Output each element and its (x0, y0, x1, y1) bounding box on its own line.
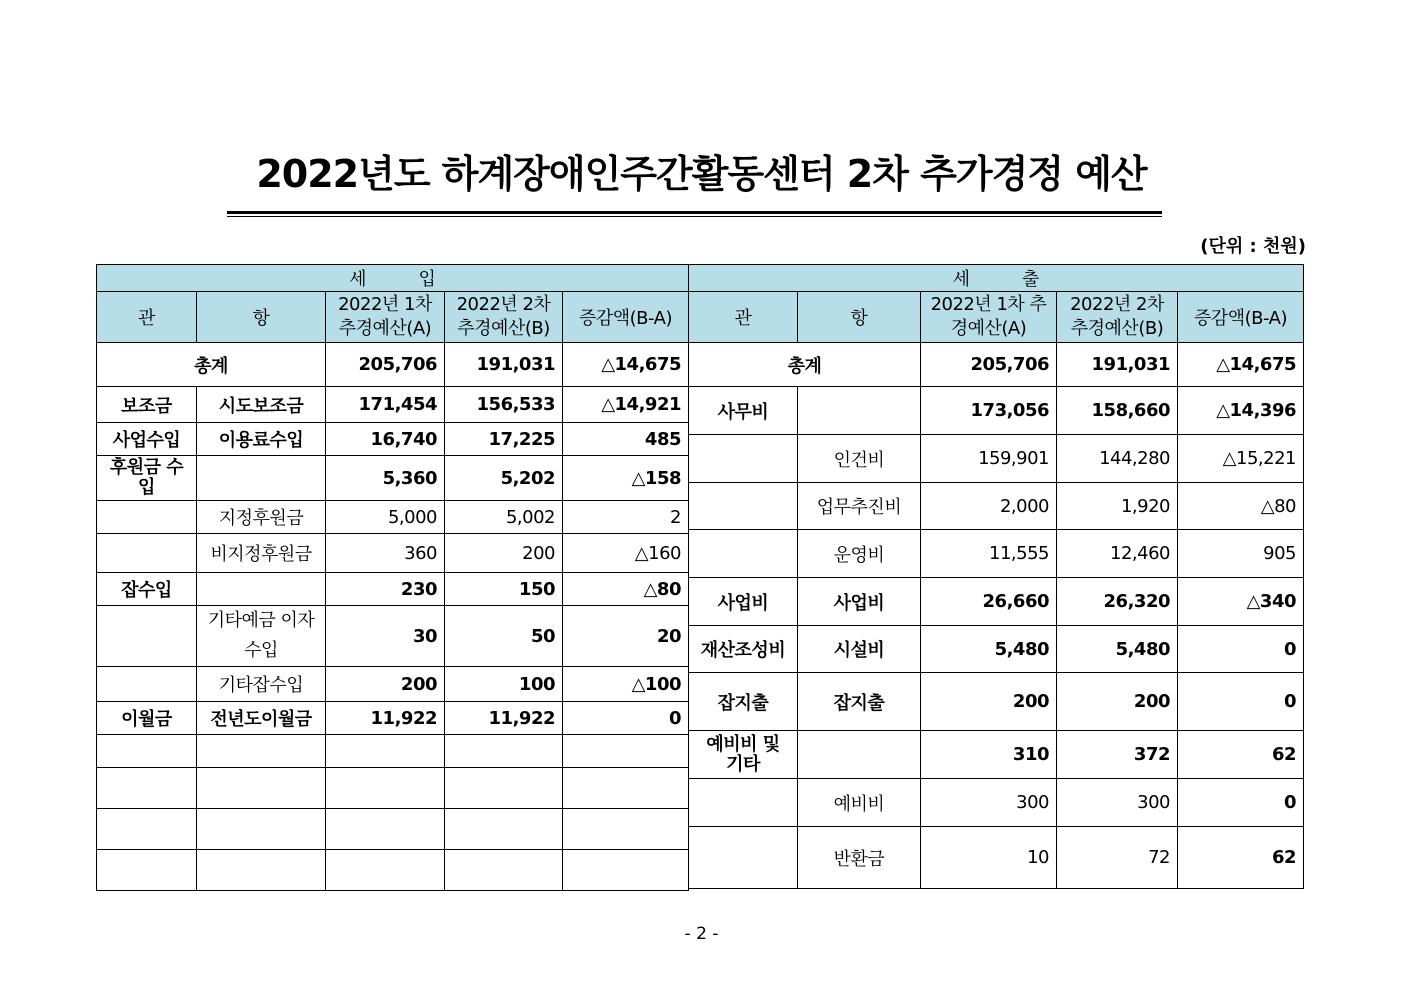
expense-header-hang: 항 (798, 292, 921, 343)
expense-table (688, 264, 1304, 889)
expense-a-cell: 173,056 (921, 387, 1057, 435)
table-row (97, 573, 689, 606)
expense-b-cell: 200 (1057, 673, 1178, 731)
income-hang-cell: 전년도이월금 (197, 702, 326, 735)
income-b-cell: 200 (445, 534, 563, 573)
expense-a-cell: 200 (921, 673, 1057, 731)
income-gwan-cell: 후원금 수입 (97, 456, 197, 501)
expense-a-cell: 10 (921, 827, 1057, 889)
income-a-cell: 30 (326, 606, 445, 667)
expense-total-label: 총계 (689, 343, 921, 387)
page-title: 2022년도 하계장애인주간활동센터 2차 추가경정 예산 (256, 152, 1147, 196)
income-gwan-cell (97, 667, 197, 702)
income-total-b: 191,031 (445, 343, 563, 387)
expense-gwan-cell (689, 530, 798, 578)
income-total-label: 총계 (97, 343, 326, 387)
expense-hang-cell (798, 387, 921, 435)
income-a-cell: 200 (326, 667, 445, 702)
expense-diff-cell: 62 (1178, 731, 1304, 779)
income-b-cell: 150 (445, 573, 563, 606)
income-gwan-cell (97, 606, 197, 667)
income-b-cell: 17,225 (445, 423, 563, 456)
empty-row (97, 768, 689, 809)
table-row (97, 456, 689, 501)
income-hang-cell (197, 573, 326, 606)
expense-gwan-cell (689, 779, 798, 827)
income-section-header: 세 입 (97, 265, 689, 292)
table-row (97, 534, 689, 573)
expense-b-cell: 158,660 (1057, 387, 1178, 435)
income-total-diff: △14,675 (563, 343, 689, 387)
income-hang-cell: 기타예금 이자수입 (197, 606, 326, 667)
income-gwan-cell: 보조금 (97, 387, 197, 423)
expense-column-header-row (689, 292, 1304, 343)
income-diff-cell: 20 (563, 606, 689, 667)
expense-hang-cell: 예비비 (798, 779, 921, 827)
expense-hang-cell: 시설비 (798, 626, 921, 673)
income-diff-cell: △80 (563, 573, 689, 606)
expense-b-cell: 26,320 (1057, 578, 1178, 626)
income-hang-cell: 비지정후원금 (197, 534, 326, 573)
table-row (689, 779, 1304, 827)
expense-hang-cell: 잡지출 (798, 673, 921, 731)
expense-gwan-cell: 사무비 (689, 387, 798, 435)
income-a-cell: 171,454 (326, 387, 445, 423)
income-a-cell: 5,000 (326, 501, 445, 534)
expense-hang-cell (798, 731, 921, 779)
table-row (689, 387, 1304, 435)
expense-a-cell: 310 (921, 731, 1057, 779)
expense-diff-cell: 0 (1178, 673, 1304, 731)
expense-diff-cell: 0 (1178, 626, 1304, 673)
income-b-cell: 5,002 (445, 501, 563, 534)
expense-b-cell: 144,280 (1057, 435, 1178, 483)
table-row (97, 606, 689, 667)
empty-row (97, 850, 689, 891)
income-total-row (97, 343, 689, 387)
expense-gwan-cell: 사업비 (689, 578, 798, 626)
table-row (97, 501, 689, 534)
income-hang-cell: 시도보조금 (197, 387, 326, 423)
income-diff-cell: △14,921 (563, 387, 689, 423)
income-total-a: 205,706 (326, 343, 445, 387)
income-b-cell: 100 (445, 667, 563, 702)
income-hang-cell: 지정후원금 (197, 501, 326, 534)
income-gwan-cell: 이월금 (97, 702, 197, 735)
income-a-cell: 360 (326, 534, 445, 573)
expense-diff-cell: △14,396 (1178, 387, 1304, 435)
expense-diff-cell: △340 (1178, 578, 1304, 626)
expense-gwan-cell: 잡지출 (689, 673, 798, 731)
expense-diff-cell: 905 (1178, 530, 1304, 578)
expense-total-row (689, 343, 1304, 387)
table-row (689, 673, 1304, 731)
expense-total-a: 205,706 (921, 343, 1057, 387)
table-row (97, 387, 689, 423)
expense-b-cell: 72 (1057, 827, 1178, 889)
title-underline (227, 211, 1162, 217)
expense-b-cell: 12,460 (1057, 530, 1178, 578)
income-column-header-row (97, 292, 689, 343)
income-a-cell: 5,360 (326, 456, 445, 501)
table-row (689, 530, 1304, 578)
table-row (97, 667, 689, 702)
expense-total-diff: △14,675 (1178, 343, 1304, 387)
expense-diff-cell: 0 (1178, 779, 1304, 827)
income-gwan-cell: 사업수입 (97, 423, 197, 456)
table-row (689, 483, 1304, 530)
expense-a-cell: 2,000 (921, 483, 1057, 530)
income-diff-cell: △158 (563, 456, 689, 501)
table-row (689, 731, 1304, 779)
expense-a-cell: 5,480 (921, 626, 1057, 673)
expense-gwan-cell: 예비비 및 기타 (689, 731, 798, 779)
expense-a-cell: 300 (921, 779, 1057, 827)
expense-a-cell: 11,555 (921, 530, 1057, 578)
table-row (689, 578, 1304, 626)
table-row (97, 702, 689, 735)
empty-row (97, 809, 689, 850)
expense-total-b: 191,031 (1057, 343, 1178, 387)
expense-hang-cell: 업무추진비 (798, 483, 921, 530)
expense-gwan-cell (689, 483, 798, 530)
expense-hang-cell: 운영비 (798, 530, 921, 578)
income-a-cell: 11,922 (326, 702, 445, 735)
income-diff-cell: 485 (563, 423, 689, 456)
income-gwan-cell (97, 501, 197, 534)
expense-gwan-cell (689, 827, 798, 889)
income-header-gwan: 관 (97, 292, 197, 343)
income-header-col-a: 2022년 1차 추경예산(A) (326, 292, 445, 343)
income-header-diff: 증감액(B-A) (563, 292, 689, 343)
expense-gwan-cell: 재산조성비 (689, 626, 798, 673)
expense-hang-cell: 사업비 (798, 578, 921, 626)
income-diff-cell: 2 (563, 501, 689, 534)
income-table (96, 264, 689, 891)
income-b-cell: 5,202 (445, 456, 563, 501)
page-number: - 2 - (684, 924, 719, 944)
table-row (689, 827, 1304, 889)
expense-diff-cell: △80 (1178, 483, 1304, 530)
expense-a-cell: 159,901 (921, 435, 1057, 483)
table-row (689, 626, 1304, 673)
table-row (689, 435, 1304, 483)
income-b-cell: 11,922 (445, 702, 563, 735)
expense-diff-cell: 62 (1178, 827, 1304, 889)
expense-hang-cell: 반환금 (798, 827, 921, 889)
expense-header-diff: 증감액(B-A) (1178, 292, 1304, 343)
income-diff-cell: 0 (563, 702, 689, 735)
income-header-col-b: 2022년 2차 추경예산(B) (445, 292, 563, 343)
expense-header-col-b: 2022년 2차 추경예산(B) (1057, 292, 1178, 343)
income-a-cell: 16,740 (326, 423, 445, 456)
income-a-cell: 230 (326, 573, 445, 606)
expense-section-header-row (689, 265, 1304, 292)
expense-b-cell: 5,480 (1057, 626, 1178, 673)
income-gwan-cell (97, 534, 197, 573)
income-hang-cell (197, 456, 326, 501)
income-diff-cell: △160 (563, 534, 689, 573)
expense-b-cell: 372 (1057, 731, 1178, 779)
table-row (97, 423, 689, 456)
expense-header-col-a: 2022년 1차 추경예산(A) (921, 292, 1057, 343)
expense-diff-cell: △15,221 (1178, 435, 1304, 483)
empty-row (97, 735, 689, 768)
expense-b-cell: 300 (1057, 779, 1178, 827)
expense-hang-cell: 인건비 (798, 435, 921, 483)
expense-header-gwan: 관 (689, 292, 798, 343)
income-hang-cell: 이용료수입 (197, 423, 326, 456)
income-diff-cell: △100 (563, 667, 689, 702)
expense-a-cell: 26,660 (921, 578, 1057, 626)
income-hang-cell: 기타잡수입 (197, 667, 326, 702)
expense-b-cell: 1,920 (1057, 483, 1178, 530)
income-b-cell: 156,533 (445, 387, 563, 423)
income-header-hang: 항 (197, 292, 326, 343)
income-b-cell: 50 (445, 606, 563, 667)
income-gwan-cell: 잡수입 (97, 573, 197, 606)
expense-gwan-cell (689, 435, 798, 483)
unit-label: (단위 : 천원) (1200, 236, 1306, 257)
income-section-header-row (97, 265, 689, 292)
expense-section-header: 세 출 (689, 265, 1304, 292)
